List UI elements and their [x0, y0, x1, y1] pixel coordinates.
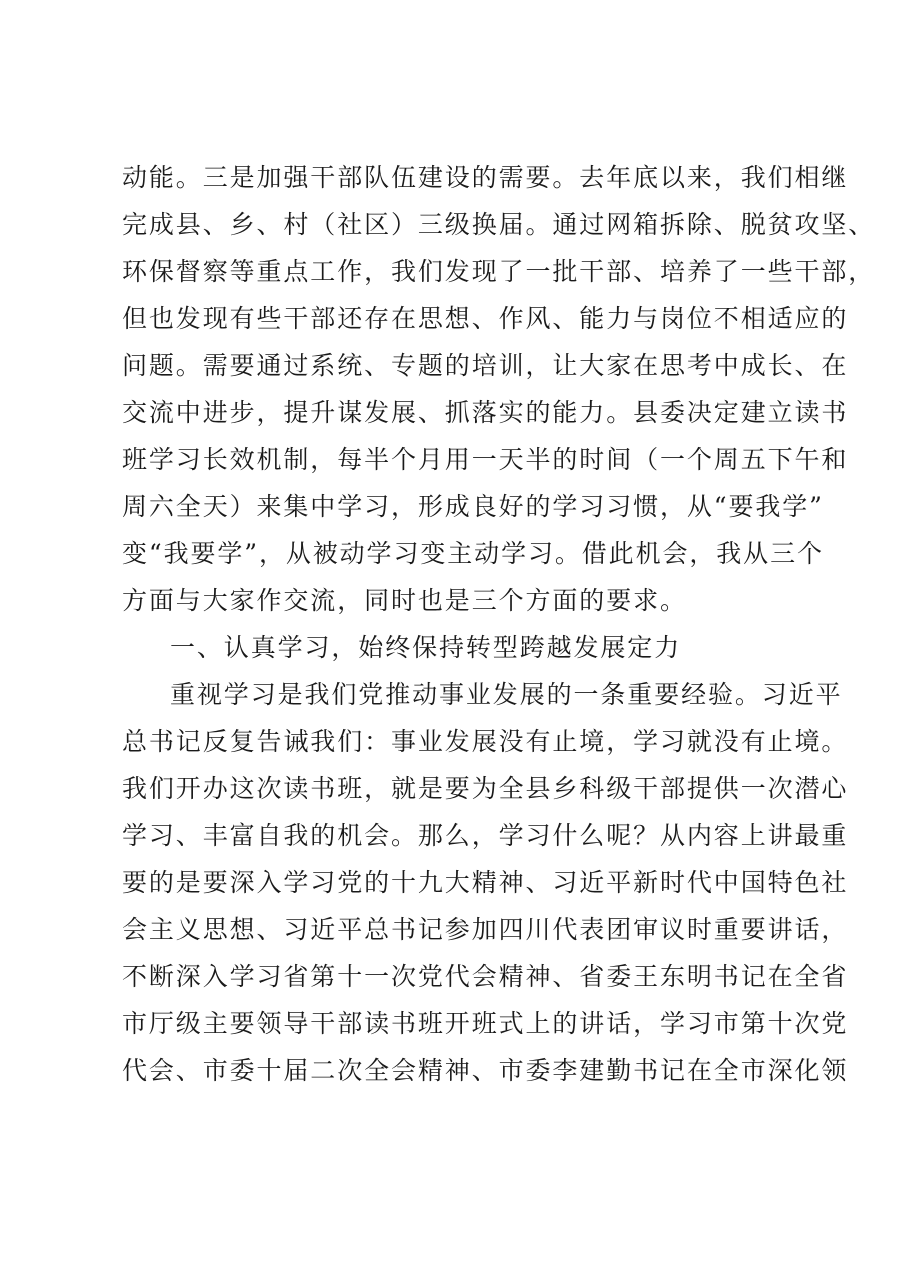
text-line: 我们开办这次读书班，就是要为全县乡科级干部提供一次潜心	[122, 774, 849, 803]
text-line: 总书记反复告诫我们：事业发展没有止境，学习就没有止境。	[122, 727, 849, 756]
text-line: 学习、丰富自我的机会。那么，学习什么呢？从内容上讲最重	[122, 821, 849, 850]
text-line: 完成县、乡、村（社区）三级换届。通过网箱拆除、脱贫攻坚、	[122, 210, 876, 239]
text-line: 方面与大家作交流，同时也是三个方面的要求。	[122, 586, 687, 615]
text-line: 会主义思想、习近平总书记参加四川代表团审议时重要讲话，	[122, 915, 849, 944]
text-line: 周六全天）来集中学习，形成良好的学习习惯，从“要我学”	[122, 492, 824, 521]
paragraph-first-line: 重视学习是我们党推动事业发展的一条重要经验。习近平	[170, 680, 843, 709]
text-line: 问题。需要通过系统、专题的培训，让大家在思考中成长、在	[122, 351, 849, 380]
text-line: 市厅级主要领导干部读书班开班式上的讲话，学习市第十次党	[122, 1009, 849, 1038]
text-line: 交流中进步，提升谋发展、抓落实的能力。县委决定建立读书	[122, 398, 849, 427]
text-line: 代会、市委十届二次全会精神、市委李建勤书记在全市深化领	[122, 1056, 849, 1085]
text-line: 动能。三是加强干部队伍建设的需要。去年底以来，我们相继	[122, 163, 849, 192]
text-line: 但也发现有些干部还存在思想、作风、能力与岗位不相适应的	[122, 304, 849, 333]
text-line: 环保督察等重点工作，我们发现了一批干部、培养了一些干部，	[122, 257, 876, 286]
text-line: 要的是要深入学习党的十九大精神、习近平新时代中国特色社	[122, 868, 849, 897]
section-heading: 一、认真学习，始终保持转型跨越发展定力	[170, 633, 682, 662]
text-line: 班学习长效机制，每半个月用一天半的时间（一个周五下午和	[122, 445, 849, 474]
text-line: 不断深入学习省第十一次党代会精神、省委王东明书记在全省	[122, 962, 849, 991]
text-line: 变“我要学”，从被动学习变主动学习。借此机会，我从三个	[122, 539, 824, 568]
